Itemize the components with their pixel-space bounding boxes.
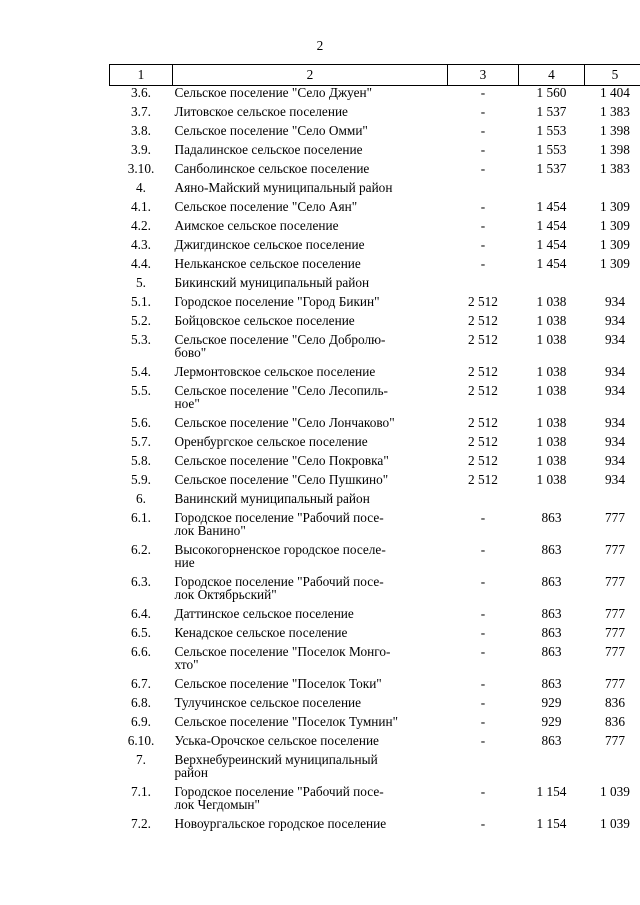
header-cell: 4 <box>519 65 585 86</box>
cell-v4: 1 038 <box>536 472 567 487</box>
cell-v4: 1 454 <box>536 218 567 233</box>
cell-v5: 1 039 <box>600 784 630 799</box>
cell-v3 <box>448 753 519 785</box>
cell-num: 4.3. <box>131 237 151 252</box>
cell-v3: 2 512 <box>468 434 498 449</box>
cell-v3: - <box>480 784 486 799</box>
cell-v4: 863 <box>541 625 562 640</box>
table-body <box>110 65 640 837</box>
cell-num: 3.10. <box>127 161 155 176</box>
cell-v3: - <box>480 161 486 176</box>
table-row <box>110 333 640 365</box>
cell-name: Городское поселение "Рабочий посе- лок Ванино" <box>174 510 384 538</box>
cell-v3: 2 512 <box>468 472 498 487</box>
cell-v3 <box>448 181 519 200</box>
cell-num: 4.4. <box>131 256 151 271</box>
cell-num: 5.5. <box>131 383 151 398</box>
cell-v5: 1 398 <box>600 142 630 157</box>
table-row <box>110 162 640 181</box>
cell-v3 <box>448 276 519 295</box>
cell-name: Кенадское сельское поселение <box>174 625 348 640</box>
cell-v4: 1 154 <box>536 784 567 799</box>
cell-v4: 863 <box>541 574 562 589</box>
cell-name: Высокогорненское городское поселе- ние <box>174 542 386 570</box>
table-row <box>110 753 640 785</box>
table-row <box>110 365 640 384</box>
rates-table <box>109 64 640 836</box>
cell-name: Аимское сельское поселение <box>174 218 339 233</box>
table-row <box>110 543 640 575</box>
cell-v4: 1 038 <box>536 332 567 347</box>
cell-v3: - <box>480 256 486 271</box>
header-cell: 2 <box>173 65 448 86</box>
cell-v3: - <box>480 606 486 621</box>
cell-v4: 1 038 <box>536 415 567 430</box>
cell-v3: - <box>480 142 486 157</box>
cell-name: Лермонтовское сельское поселение <box>174 364 376 379</box>
cell-v5: 1 383 <box>600 161 630 176</box>
table-row <box>110 785 640 817</box>
cell-num: 5.6. <box>131 415 151 430</box>
table-row <box>110 511 640 543</box>
table-row <box>110 607 640 626</box>
cell-name: Городское поселение "Рабочий посе- лок Октябрьский" <box>174 574 384 602</box>
cell-num: 5.8. <box>131 453 151 468</box>
column-number-header <box>110 65 640 86</box>
cell-v3: - <box>480 542 486 557</box>
cell-num: 5.9. <box>131 472 151 487</box>
cell-name: Уська-Орочское сельское поселение <box>174 733 379 748</box>
cell-v3: - <box>480 237 486 252</box>
cell-name: Сельское поселение "Село Омми" <box>174 123 368 138</box>
cell-v4: 1 560 <box>536 85 567 100</box>
table-row <box>110 105 640 124</box>
table-row <box>110 492 640 511</box>
cell-name: Литовское сельское поселение <box>174 104 348 119</box>
cell-v5: 777 <box>605 542 625 557</box>
table-row <box>110 257 640 276</box>
cell-v5: 1 309 <box>600 199 630 214</box>
cell-name: Сельское поселение "Село Лончаково" <box>174 415 395 430</box>
cell-v5: 1 039 <box>600 816 630 831</box>
cell-name: Бойцовское сельское поселение <box>174 313 355 328</box>
cell-v4: 929 <box>541 714 562 729</box>
cell-num: 5.7. <box>131 434 151 449</box>
cell-name: Сельское поселение "Село Пушкино" <box>174 472 389 487</box>
cell-v5: 1 383 <box>600 104 630 119</box>
cell-v5: 1 309 <box>600 256 630 271</box>
cell-num: 5.2. <box>131 313 151 328</box>
table-row <box>110 435 640 454</box>
table-row <box>110 276 640 295</box>
cell-name: Джигдинское сельское поселение <box>174 237 365 252</box>
table-row <box>110 143 640 162</box>
table-row <box>110 124 640 143</box>
cell-v4: 929 <box>541 695 562 710</box>
cell-v5: 777 <box>605 574 625 589</box>
cell-v5 <box>585 492 640 511</box>
cell-num: 6. <box>136 491 146 506</box>
cell-v3: - <box>480 676 486 691</box>
cell-name: Сельское поселение "Село Лесопиль- ное" <box>174 383 388 411</box>
cell-num: 6.7. <box>131 676 151 691</box>
cell-num: 4.2. <box>131 218 151 233</box>
cell-num: 3.6. <box>131 85 151 100</box>
cell-v5: 1 398 <box>600 123 630 138</box>
cell-num: 4.1. <box>131 199 151 214</box>
cell-v3: - <box>480 510 486 525</box>
cell-v4: 863 <box>541 510 562 525</box>
page-number: 2 <box>316 38 324 53</box>
table-row <box>110 416 640 435</box>
cell-v3: - <box>480 123 486 138</box>
cell-name: Бикинский муниципальный район <box>174 275 370 290</box>
cell-v5: 934 <box>605 434 625 449</box>
cell-v4 <box>519 276 585 295</box>
cell-num: 5.3. <box>131 332 151 347</box>
cell-v5: 777 <box>605 606 625 621</box>
cell-v3 <box>448 492 519 511</box>
cell-num: 6.9. <box>131 714 151 729</box>
cell-name: Сельское поселение "Село Джуен" <box>174 85 373 100</box>
cell-num: 6.10. <box>127 733 155 748</box>
cell-name: Падалинское сельское поселение <box>174 142 363 157</box>
cell-v5 <box>585 181 640 200</box>
cell-name: Сельское поселение "Поселок Монго- хто" <box>174 644 391 672</box>
cell-v3: 2 512 <box>468 364 498 379</box>
cell-v4: 1 537 <box>536 104 567 119</box>
cell-name: Городское поселение "Город Бикин" <box>174 294 380 309</box>
cell-v4: 1 038 <box>536 434 567 449</box>
cell-v3: - <box>480 816 486 831</box>
cell-num: 5.1. <box>131 294 151 309</box>
cell-v3: - <box>480 733 486 748</box>
cell-name: Сельское поселение "Поселок Тумнин" <box>174 714 399 729</box>
cell-name: Тулучинское сельское поселение <box>174 695 362 710</box>
cell-v4: 1 038 <box>536 313 567 328</box>
table-row <box>110 200 640 219</box>
cell-v5: 934 <box>605 332 625 347</box>
cell-v3: 2 512 <box>468 294 498 309</box>
cell-num: 6.3. <box>131 574 151 589</box>
cell-num: 6.6. <box>131 644 151 659</box>
cell-v3: - <box>480 574 486 589</box>
cell-v4: 1 454 <box>536 256 567 271</box>
cell-v5: 836 <box>605 714 625 729</box>
cell-num: 5.4. <box>131 364 151 379</box>
cell-v3: 2 512 <box>468 415 498 430</box>
cell-name: Аяно-Майский муниципальный район <box>174 180 393 195</box>
cell-v5: 934 <box>605 472 625 487</box>
cell-v5: 777 <box>605 733 625 748</box>
cell-v3: - <box>480 199 486 214</box>
cell-num: 7.1. <box>131 784 151 799</box>
cell-v5: 1 404 <box>600 85 630 100</box>
table-row <box>110 696 640 715</box>
cell-v5: 777 <box>605 676 625 691</box>
cell-v3: 2 512 <box>468 453 498 468</box>
cell-v4: 863 <box>541 542 562 557</box>
cell-v5: 934 <box>605 313 625 328</box>
cell-num: 6.5. <box>131 625 151 640</box>
cell-name: Сельское поселение "Село Добролю- бово" <box>174 332 386 360</box>
cell-num: 5. <box>136 275 146 290</box>
cell-v4: 863 <box>541 606 562 621</box>
header-cell: 5 <box>585 65 640 86</box>
header-cell: 1 <box>110 65 173 86</box>
table-row <box>110 626 640 645</box>
cell-v5: 934 <box>605 453 625 468</box>
table-row <box>110 238 640 257</box>
cell-v3: 2 512 <box>468 383 498 398</box>
cell-v4: 1 454 <box>536 199 567 214</box>
table-row <box>110 645 640 677</box>
cell-num: 7. <box>136 752 146 767</box>
cell-v4: 1 154 <box>536 816 567 831</box>
cell-v4: 1 038 <box>536 453 567 468</box>
table-row <box>110 384 640 416</box>
cell-v5: 934 <box>605 383 625 398</box>
cell-v5: 934 <box>605 415 625 430</box>
table-row <box>110 314 640 333</box>
cell-v4: 1 038 <box>536 294 567 309</box>
cell-num: 4. <box>136 180 146 195</box>
cell-v3: - <box>480 85 486 100</box>
cell-num: 3.7. <box>131 104 151 119</box>
cell-v3: - <box>480 644 486 659</box>
cell-v5: 1 309 <box>600 218 630 233</box>
cell-v4: 1 038 <box>536 364 567 379</box>
table-row <box>110 86 640 106</box>
cell-v4: 863 <box>541 644 562 659</box>
cell-name: Верхнебуреинский муниципальный район <box>174 752 378 780</box>
table-row <box>110 295 640 314</box>
cell-v4: 1 553 <box>536 142 567 157</box>
cell-v4: 1 537 <box>536 161 567 176</box>
table-row <box>110 734 640 753</box>
cell-name: Ванинский муниципальный район <box>174 491 370 506</box>
cell-num: 3.8. <box>131 123 151 138</box>
table-row <box>110 473 640 492</box>
cell-v5: 1 309 <box>600 237 630 252</box>
cell-v4 <box>519 492 585 511</box>
cell-v3: - <box>480 625 486 640</box>
cell-v4: 1 454 <box>536 237 567 252</box>
table-row <box>110 454 640 473</box>
cell-v5 <box>585 276 640 295</box>
cell-num: 6.8. <box>131 695 151 710</box>
table-row <box>110 677 640 696</box>
cell-v5: 777 <box>605 625 625 640</box>
cell-v4 <box>519 753 585 785</box>
cell-name: Сельское поселение "Село Аян" <box>174 199 358 214</box>
cell-v3: - <box>480 104 486 119</box>
cell-v3: - <box>480 714 486 729</box>
cell-v3: 2 512 <box>468 332 498 347</box>
table-row <box>110 575 640 607</box>
cell-name: Оренбургское сельское поселение <box>174 434 368 449</box>
cell-num: 7.2. <box>131 816 151 831</box>
cell-name: Даттинское сельское поселение <box>174 606 354 621</box>
table-row <box>110 817 640 836</box>
cell-name: Сельское поселение "Село Покровка" <box>174 453 389 468</box>
cell-v4: 863 <box>541 733 562 748</box>
cell-v5: 777 <box>605 644 625 659</box>
cell-num: 6.1. <box>131 510 151 525</box>
cell-v4 <box>519 181 585 200</box>
cell-v5: 836 <box>605 695 625 710</box>
table-row <box>110 219 640 238</box>
cell-v5: 934 <box>605 364 625 379</box>
cell-v3: - <box>480 218 486 233</box>
cell-num: 6.4. <box>131 606 151 621</box>
cell-v5: 777 <box>605 510 625 525</box>
cell-v3: - <box>480 695 486 710</box>
cell-name: Нельканское сельское поселение <box>174 256 361 271</box>
cell-v4: 863 <box>541 676 562 691</box>
cell-v4: 1 038 <box>536 383 567 398</box>
cell-num: 6.2. <box>131 542 151 557</box>
cell-num: 3.9. <box>131 142 151 157</box>
cell-name: Санболинское сельское поселение <box>174 161 370 176</box>
table-row <box>110 715 640 734</box>
cell-v4: 1 553 <box>536 123 567 138</box>
header-cell: 3 <box>448 65 519 86</box>
cell-v5: 934 <box>605 294 625 309</box>
cell-v5 <box>585 753 640 785</box>
cell-name: Новоургальское городское поселение <box>174 816 387 831</box>
cell-name: Городское поселение "Рабочий посе- лок Чегдомын" <box>174 784 384 812</box>
cell-v3: 2 512 <box>468 313 498 328</box>
cell-name: Сельское поселение "Поселок Токи" <box>174 676 382 691</box>
table-row <box>110 181 640 200</box>
